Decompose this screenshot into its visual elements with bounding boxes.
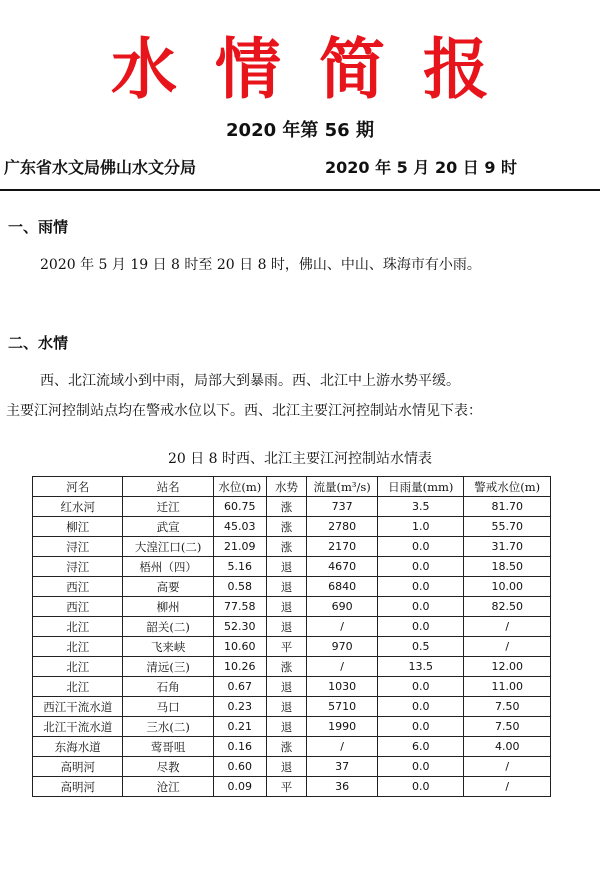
cell-trend: 退	[266, 717, 307, 737]
cell-water-level: 10.60	[213, 637, 266, 657]
cell-station: 马口	[123, 697, 213, 717]
table-caption: 20 日 8 时西、北江主要江河控制站水情表	[167, 451, 433, 467]
header-river: 河名	[33, 477, 123, 497]
cell-water-level: 77.58	[213, 597, 266, 617]
cell-flow: 5710	[307, 697, 378, 717]
cell-station: 石角	[123, 677, 213, 697]
header-trend: 水势	[266, 477, 307, 497]
cell-river: 柳江	[33, 517, 123, 537]
header-water-level: 水位(m)	[213, 477, 266, 497]
table-row	[33, 517, 551, 537]
header-divider	[0, 189, 600, 191]
cell-daily-rainfall: 3.5	[378, 497, 464, 517]
cell-water-level: 0.58	[213, 577, 266, 597]
table-row	[33, 537, 551, 557]
cell-daily-rainfall: 0.0	[378, 557, 464, 577]
cell-warning-level: /	[464, 617, 551, 637]
water-level-table	[32, 476, 551, 797]
cell-trend: 平	[266, 637, 307, 657]
cell-daily-rainfall: 0.0	[378, 697, 464, 717]
cell-trend: 涨	[266, 517, 307, 537]
cell-river: 东海水道	[33, 737, 123, 757]
cell-flow: 37	[307, 757, 378, 777]
table-header-row	[33, 477, 551, 497]
cell-trend: 退	[266, 597, 307, 617]
cell-water-level: 5.16	[213, 557, 266, 577]
cell-warning-level: 55.70	[464, 517, 551, 537]
cell-warning-level: 82.50	[464, 597, 551, 617]
cell-river: 北江	[33, 617, 123, 637]
cell-station: 迁江	[123, 497, 213, 517]
cell-river: 北江干流水道	[33, 717, 123, 737]
cell-water-level: 10.26	[213, 657, 266, 677]
cell-flow: 2170	[307, 537, 378, 557]
table-row	[33, 597, 551, 617]
cell-daily-rainfall: 1.0	[378, 517, 464, 537]
cell-river: 北江	[33, 637, 123, 657]
cell-trend: 涨	[266, 657, 307, 677]
table-row	[33, 757, 551, 777]
cell-flow: 1030	[307, 677, 378, 697]
header-warning-level: 警戒水位(m)	[464, 477, 551, 497]
cell-warning-level: 4.00	[464, 737, 551, 757]
cell-water-level: 0.23	[213, 697, 266, 717]
cell-station: 清远(三)	[123, 657, 213, 677]
cell-trend: 退	[266, 557, 307, 577]
cell-warning-level: 11.00	[464, 677, 551, 697]
cell-water-level: 0.16	[213, 737, 266, 757]
cell-trend: 退	[266, 677, 307, 697]
cell-flow: 2780	[307, 517, 378, 537]
table-row	[33, 677, 551, 697]
cell-river: 西江	[33, 597, 123, 617]
cell-station: 三水(二)	[123, 717, 213, 737]
cell-warning-level: 7.50	[464, 697, 551, 717]
cell-river: 浔江	[33, 557, 123, 577]
cell-warning-level: 81.70	[464, 497, 551, 517]
cell-warning-level: 12.00	[464, 657, 551, 677]
table-row	[33, 497, 551, 517]
table-row	[33, 697, 551, 717]
cell-water-level: 0.60	[213, 757, 266, 777]
cell-trend: 退	[266, 757, 307, 777]
rain-paragraph	[6, 250, 594, 280]
cell-warning-level: /	[464, 637, 551, 657]
table-row	[33, 617, 551, 637]
cell-flow: /	[307, 617, 378, 637]
section-title-water: 二、水情	[8, 334, 69, 352]
cell-trend: 平	[266, 777, 307, 797]
cell-station: 大湟江口(二)	[123, 537, 213, 557]
cell-flow: 1990	[307, 717, 378, 737]
cell-flow: 970	[307, 637, 378, 657]
table-row	[33, 577, 551, 597]
cell-station: 韶关(二)	[123, 617, 213, 637]
cell-trend: 退	[266, 617, 307, 637]
cell-flow: 690	[307, 597, 378, 617]
cell-daily-rainfall: 0.0	[378, 617, 464, 637]
issuing-organization: 广东省水文局佛山水文分局	[4, 158, 197, 177]
cell-station: 莺哥咀	[123, 737, 213, 757]
cell-daily-rainfall: 0.0	[378, 537, 464, 557]
cell-station: 尽教	[123, 757, 213, 777]
cell-warning-level: 31.70	[464, 537, 551, 557]
cell-flow: /	[307, 737, 378, 757]
header-daily-rainfall: 日雨量(mm)	[378, 477, 464, 497]
cell-daily-rainfall: 0.0	[378, 577, 464, 597]
header-station: 站名	[123, 477, 213, 497]
cell-water-level: 0.67	[213, 677, 266, 697]
table-body	[33, 497, 551, 797]
cell-river: 西江干流水道	[33, 697, 123, 717]
table-row	[33, 657, 551, 677]
cell-warning-level: /	[464, 777, 551, 797]
issue-number: 2020 年第 56 期	[226, 120, 374, 141]
cell-flow: /	[307, 657, 378, 677]
cell-trend: 涨	[266, 737, 307, 757]
cell-river: 高明河	[33, 777, 123, 797]
cell-station: 梧州（四）	[123, 557, 213, 577]
header-flow: 流量(m³/s)	[307, 477, 378, 497]
cell-water-level: 0.09	[213, 777, 266, 797]
cell-daily-rainfall: 6.0	[378, 737, 464, 757]
cell-flow: 737	[307, 497, 378, 517]
cell-flow: 36	[307, 777, 378, 797]
cell-station: 高要	[123, 577, 213, 597]
cell-water-level: 60.75	[213, 497, 266, 517]
table-row	[33, 557, 551, 577]
issue-date: 2020 年 5 月 20 日 9 时	[325, 158, 518, 177]
cell-river: 北江	[33, 677, 123, 697]
table-row	[33, 637, 551, 657]
cell-warning-level: 7.50	[464, 717, 551, 737]
water-text-line1: 西、北江流域小到中雨，局部大到暴雨。西、北江中上游水势平缓。	[40, 373, 460, 389]
rain-text: 2020 年 5 月 19 日 8 时至 20 日 8 时，佛山、中山、珠海市有小雨。	[40, 257, 481, 273]
cell-station: 沧江	[123, 777, 213, 797]
masthead-title: 水情简报	[111, 30, 527, 108]
section-title-rain: 一、雨情	[8, 218, 69, 236]
table-row	[33, 717, 551, 737]
cell-warning-level: 18.50	[464, 557, 551, 577]
cell-water-level: 45.03	[213, 517, 266, 537]
water-paragraph	[6, 366, 594, 426]
cell-river: 浔江	[33, 537, 123, 557]
cell-daily-rainfall: 0.0	[378, 757, 464, 777]
cell-daily-rainfall: 0.0	[378, 597, 464, 617]
cell-warning-level: /	[464, 757, 551, 777]
table-row	[33, 737, 551, 757]
cell-river: 红水河	[33, 497, 123, 517]
cell-daily-rainfall: 0.0	[378, 677, 464, 697]
cell-river: 北江	[33, 657, 123, 677]
cell-water-level: 0.21	[213, 717, 266, 737]
cell-water-level: 21.09	[213, 537, 266, 557]
cell-flow: 6840	[307, 577, 378, 597]
cell-daily-rainfall: 0.0	[378, 777, 464, 797]
cell-flow: 4670	[307, 557, 378, 577]
cell-trend: 涨	[266, 497, 307, 517]
cell-trend: 退	[266, 697, 307, 717]
cell-daily-rainfall: 0.0	[378, 717, 464, 737]
cell-daily-rainfall: 13.5	[378, 657, 464, 677]
water-text-line2: 主要江河控制站点均在警戒水位以下。西、北江主要江河控制站水情见下表：	[6, 403, 482, 419]
table-row	[33, 777, 551, 797]
cell-river: 西江	[33, 577, 123, 597]
cell-station: 飞来峡	[123, 637, 213, 657]
cell-warning-level: 10.00	[464, 577, 551, 597]
cell-water-level: 52.30	[213, 617, 266, 637]
cell-river: 高明河	[33, 757, 123, 777]
cell-daily-rainfall: 0.5	[378, 637, 464, 657]
cell-station: 柳州	[123, 597, 213, 617]
cell-trend: 退	[266, 577, 307, 597]
cell-station: 武宣	[123, 517, 213, 537]
cell-trend: 涨	[266, 537, 307, 557]
